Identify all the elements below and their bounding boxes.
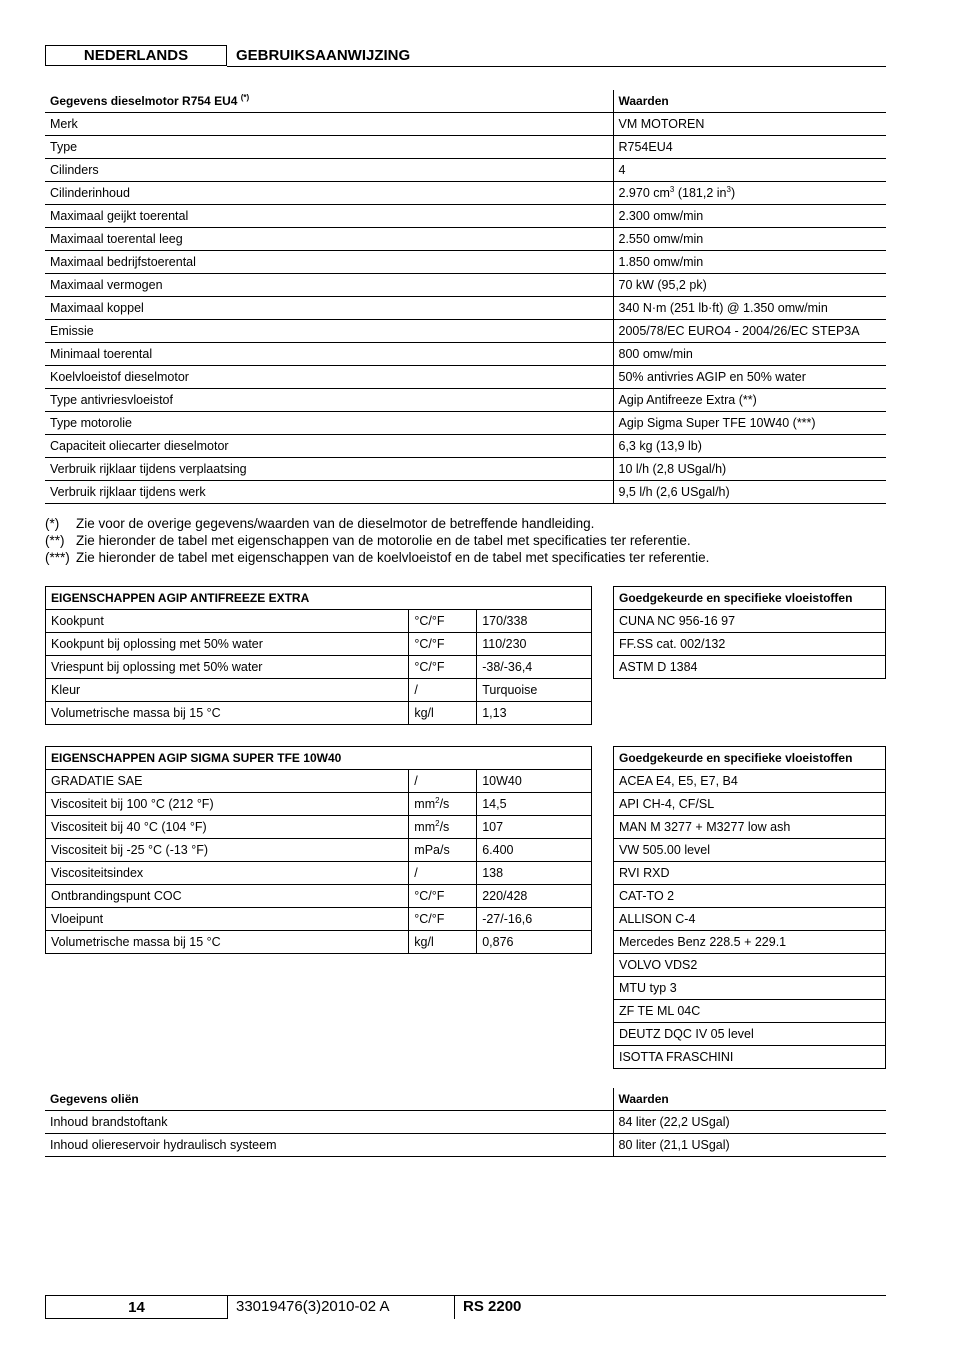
oil-value: 14,5 bbox=[477, 793, 592, 816]
antifreeze-unit: °C/°F bbox=[409, 656, 477, 679]
engine-label: Maximaal bedrijfstoerental bbox=[45, 251, 613, 274]
oil-unit bbox=[409, 793, 477, 816]
table-row bbox=[614, 633, 886, 656]
engine-value: 2005/78/EC EURO4 - 2004/26/EC STEP3A bbox=[613, 320, 886, 343]
engine-label: Verbruik rijklaar tijdens verplaatsing bbox=[45, 458, 613, 481]
oils-label: Inhoud oliereservoir hydraulisch systeem bbox=[45, 1134, 613, 1157]
oil-table bbox=[45, 746, 592, 954]
table-row bbox=[614, 977, 886, 1000]
oil-unit-part: mm bbox=[414, 820, 436, 834]
table-row bbox=[45, 1111, 886, 1134]
engine-label: Cilinderinhoud bbox=[45, 182, 613, 205]
antifreeze-table-header bbox=[46, 587, 592, 610]
table-row bbox=[46, 656, 592, 679]
footnotes bbox=[45, 515, 709, 566]
oil-label: Volumetrische massa bij 15 °C bbox=[46, 931, 409, 954]
engine-value: Agip Antifreeze Extra (**) bbox=[613, 389, 886, 412]
engine-title-cell bbox=[45, 90, 613, 113]
footnote-mark: (**) bbox=[45, 533, 65, 548]
oil-spec-item: MTU typ 3 bbox=[614, 977, 886, 1000]
oils-label: Inhoud brandstoftank bbox=[45, 1111, 613, 1134]
table-row bbox=[614, 770, 886, 793]
antifreeze-spec-item: CUNA NC 956-16 97 bbox=[614, 610, 886, 633]
oil-spec-item: Mercedes Benz 228.5 + 229.1 bbox=[614, 931, 886, 954]
table-row bbox=[45, 458, 886, 481]
table-row bbox=[614, 793, 886, 816]
table-row bbox=[614, 839, 886, 862]
antifreeze-spec-title: Goedgekeurde en specifieke vloeistoffen bbox=[614, 587, 886, 610]
oil-label: Viscositeit bij 40 °C (104 °F) bbox=[46, 816, 409, 839]
engine-value: 9,5 l/h (2,6 USgal/h) bbox=[613, 481, 886, 504]
oil-spec-header bbox=[614, 747, 886, 770]
oil-title: EIGENSCHAPPEN AGIP SIGMA SUPER TFE 10W40 bbox=[46, 747, 592, 770]
engine-label: Maximaal vermogen bbox=[45, 274, 613, 297]
engine-label: Koelvloeistof dieselmotor bbox=[45, 366, 613, 389]
oil-value: 138 bbox=[477, 862, 592, 885]
table-row bbox=[46, 633, 592, 656]
page-number: 14 bbox=[45, 1295, 228, 1319]
table-row bbox=[45, 481, 886, 504]
oil-value: -27/-16,6 bbox=[477, 908, 592, 931]
table-row bbox=[614, 816, 886, 839]
oils-title: Gegevens oliën bbox=[45, 1088, 613, 1111]
oil-spec-item: ACEA E4, E5, E7, B4 bbox=[614, 770, 886, 793]
footnote-text: Zie hieronder de tabel met eigenschappen van de koelvloeistof en de tabel met specificaties ter referentie. bbox=[76, 550, 710, 565]
table-row bbox=[46, 702, 592, 725]
oil-unit: / bbox=[409, 770, 477, 793]
antifreeze-spec-header bbox=[614, 587, 886, 610]
table-row bbox=[46, 885, 592, 908]
oil-label: Viscositeit bij -25 °C (-13 °F) bbox=[46, 839, 409, 862]
table-row bbox=[46, 770, 592, 793]
footnote bbox=[45, 532, 709, 549]
antifreeze-value: 110/230 bbox=[477, 633, 592, 656]
table-row bbox=[614, 908, 886, 931]
engine-value: 2.300 omw/min bbox=[613, 205, 886, 228]
table-row bbox=[614, 954, 886, 977]
footnote bbox=[45, 549, 709, 566]
antifreeze-label: Kleur bbox=[46, 679, 409, 702]
oil-value: 0,876 bbox=[477, 931, 592, 954]
header-rule bbox=[227, 66, 886, 67]
footnote bbox=[45, 515, 709, 532]
antifreeze-unit: / bbox=[409, 679, 477, 702]
engine-value: 800 omw/min bbox=[613, 343, 886, 366]
engine-label: Merk bbox=[45, 113, 613, 136]
engine-value: 50% antivries AGIP en 50% water bbox=[613, 366, 886, 389]
engine-label: Type bbox=[45, 136, 613, 159]
oil-label: GRADATIE SAE bbox=[46, 770, 409, 793]
table-row bbox=[45, 389, 886, 412]
antifreeze-title: EIGENSCHAPPEN AGIP ANTIFREEZE EXTRA bbox=[46, 587, 592, 610]
oil-table-header bbox=[46, 747, 592, 770]
table-row bbox=[46, 862, 592, 885]
table-row bbox=[45, 412, 886, 435]
table-row bbox=[45, 159, 886, 182]
oil-unit: kg/l bbox=[409, 931, 477, 954]
oil-label: Vloeipunt bbox=[46, 908, 409, 931]
antifreeze-label: Kookpunt bij oplossing met 50% water bbox=[46, 633, 409, 656]
oil-unit-part: /s bbox=[439, 797, 450, 811]
oil-unit: mPa/s bbox=[409, 839, 477, 862]
oil-spec-title: Goedgekeurde en specifieke vloeistoffen bbox=[614, 747, 886, 770]
header-title: GEBRUIKSAANWIJZING bbox=[236, 47, 411, 64]
antifreeze-value: Turquoise bbox=[477, 679, 592, 702]
engine-table bbox=[45, 90, 886, 504]
engine-label: Emissie bbox=[45, 320, 613, 343]
antifreeze-label: Volumetrische massa bij 15 °C bbox=[46, 702, 409, 725]
oil-spec-item: CAT-TO 2 bbox=[614, 885, 886, 908]
table-row bbox=[45, 320, 886, 343]
oil-unit-part: /s bbox=[439, 820, 450, 834]
table-row bbox=[45, 1134, 886, 1157]
table-row bbox=[45, 343, 886, 366]
table-row bbox=[45, 205, 886, 228]
oil-unit bbox=[409, 816, 477, 839]
oils-value: 84 liter (22,2 USgal) bbox=[613, 1111, 886, 1134]
engine-value-part: (181,2 in bbox=[674, 186, 727, 200]
engine-value: R754EU4 bbox=[613, 136, 886, 159]
oil-spec-item: MAN M 3277 + M3277 low ash bbox=[614, 816, 886, 839]
oil-unit: °C/°F bbox=[409, 908, 477, 931]
antifreeze-spec-item: FF.SS cat. 002/132 bbox=[614, 633, 886, 656]
oil-spec-item: ZF TE ML 04C bbox=[614, 1000, 886, 1023]
table-row bbox=[45, 136, 886, 159]
oils-table-header bbox=[45, 1088, 886, 1111]
engine-label: Cilinders bbox=[45, 159, 613, 182]
engine-title-mark: (*) bbox=[240, 93, 250, 102]
engine-values-header: Waarden bbox=[613, 90, 886, 113]
engine-label: Minimaal toerental bbox=[45, 343, 613, 366]
table-row bbox=[45, 366, 886, 389]
engine-label: Verbruik rijklaar tijdens werk bbox=[45, 481, 613, 504]
engine-label: Maximaal koppel bbox=[45, 297, 613, 320]
table-row bbox=[614, 885, 886, 908]
engine-value: 2.550 omw/min bbox=[613, 228, 886, 251]
table-row bbox=[46, 931, 592, 954]
table-row bbox=[614, 931, 886, 954]
table-row bbox=[45, 251, 886, 274]
engine-label: Maximaal toerental leeg bbox=[45, 228, 613, 251]
oils-value: 80 liter (21,1 USgal) bbox=[613, 1134, 886, 1157]
model-name: RS 2200 bbox=[463, 1298, 522, 1315]
engine-value: 70 kW (95,2 pk) bbox=[613, 274, 886, 297]
engine-value: 340 N·m (251 lb·ft) @ 1.350 omw/min bbox=[613, 297, 886, 320]
engine-value: Agip Sigma Super TFE 10W40 (***) bbox=[613, 412, 886, 435]
engine-value: 1.850 omw/min bbox=[613, 251, 886, 274]
oil-label: Viscositeit bij 100 °C (212 °F) bbox=[46, 793, 409, 816]
table-row bbox=[45, 435, 886, 458]
oil-label: Viscositeitsindex bbox=[46, 862, 409, 885]
table-row bbox=[46, 839, 592, 862]
oil-spec-item: ALLISON C-4 bbox=[614, 908, 886, 931]
table-row bbox=[614, 610, 886, 633]
engine-value-part: 2.970 cm bbox=[618, 186, 670, 200]
oil-unit-sup: 2 bbox=[435, 818, 440, 828]
antifreeze-value: 1,13 bbox=[477, 702, 592, 725]
engine-value-sup: 3 bbox=[669, 184, 675, 194]
table-row bbox=[45, 113, 886, 136]
table-row bbox=[45, 182, 886, 205]
table-row bbox=[46, 610, 592, 633]
engine-value-part: ) bbox=[730, 186, 736, 200]
oil-spec-item: ISOTTA FRASCHINI bbox=[614, 1046, 886, 1069]
engine-label: Maximaal geijkt toerental bbox=[45, 205, 613, 228]
antifreeze-spec-table bbox=[613, 586, 886, 679]
table-row bbox=[614, 1000, 886, 1023]
engine-value-sup: 3 bbox=[726, 184, 731, 194]
footnote-mark: (*) bbox=[45, 516, 60, 531]
oil-unit-sup: 2 bbox=[435, 795, 440, 805]
table-row bbox=[45, 297, 886, 320]
oil-unit: °C/°F bbox=[409, 885, 477, 908]
oil-unit-part: mm bbox=[414, 797, 436, 811]
oil-value: 107 bbox=[477, 816, 592, 839]
antifreeze-label: Vriespunt bij oplossing met 50% water bbox=[46, 656, 409, 679]
engine-value bbox=[613, 182, 886, 205]
antifreeze-spec-item: ASTM D 1384 bbox=[614, 656, 886, 679]
oil-value: 6.400 bbox=[477, 839, 592, 862]
table-row bbox=[46, 679, 592, 702]
engine-label: Type antivriesvloeistof bbox=[45, 389, 613, 412]
footnote-text: Zie hieronder de tabel met eigenschappen van de motorolie en de tabel met specificaties ter referentie. bbox=[76, 533, 691, 548]
engine-value: 6,3 kg (13,9 lb) bbox=[613, 435, 886, 458]
oil-value: 220/428 bbox=[477, 885, 592, 908]
engine-label: Capaciteit oliecarter dieselmotor bbox=[45, 435, 613, 458]
engine-label: Type motorolie bbox=[45, 412, 613, 435]
oil-spec-item: DEUTZ DQC IV 05 level bbox=[614, 1023, 886, 1046]
antifreeze-value: -38/-36,4 bbox=[477, 656, 592, 679]
oil-spec-item: RVI RXD bbox=[614, 862, 886, 885]
oil-spec-item: API CH-4, CF/SL bbox=[614, 793, 886, 816]
oil-label: Ontbrandingspunt COC bbox=[46, 885, 409, 908]
table-row bbox=[46, 816, 592, 839]
table-row bbox=[46, 793, 592, 816]
engine-value: 4 bbox=[613, 159, 886, 182]
oil-spec-item: VW 505.00 level bbox=[614, 839, 886, 862]
engine-value: 10 l/h (2,8 USgal/h) bbox=[613, 458, 886, 481]
table-row bbox=[45, 228, 886, 251]
table-row bbox=[614, 656, 886, 679]
table-row bbox=[614, 1046, 886, 1069]
engine-value: VM MOTOREN bbox=[613, 113, 886, 136]
oil-unit: / bbox=[409, 862, 477, 885]
engine-title: Gegevens dieselmotor R754 EU4 bbox=[50, 94, 238, 108]
oil-spec-item: VOLVO VDS2 bbox=[614, 954, 886, 977]
table-row bbox=[614, 1023, 886, 1046]
table-row bbox=[46, 908, 592, 931]
footnote-text: Zie voor de overige gegevens/waarden van de dieselmotor de betreffende handleiding. bbox=[76, 516, 595, 531]
oils-table bbox=[45, 1088, 886, 1157]
antifreeze-table bbox=[45, 586, 592, 725]
oil-value: 10W40 bbox=[477, 770, 592, 793]
header-language: NEDERLANDS bbox=[45, 45, 227, 66]
footer-separator bbox=[454, 1295, 455, 1319]
antifreeze-label: Kookpunt bbox=[46, 610, 409, 633]
table-row bbox=[45, 274, 886, 297]
antifreeze-unit: °C/°F bbox=[409, 610, 477, 633]
oils-values-header: Waarden bbox=[613, 1088, 886, 1111]
antifreeze-value: 170/338 bbox=[477, 610, 592, 633]
antifreeze-unit: °C/°F bbox=[409, 633, 477, 656]
table-row bbox=[614, 862, 886, 885]
footnote-mark: (***) bbox=[45, 550, 70, 565]
document-number: 33019476(3)2010-02 A bbox=[236, 1298, 390, 1315]
engine-table-header bbox=[45, 90, 886, 113]
antifreeze-unit: kg/l bbox=[409, 702, 477, 725]
oil-spec-table bbox=[613, 746, 886, 1069]
